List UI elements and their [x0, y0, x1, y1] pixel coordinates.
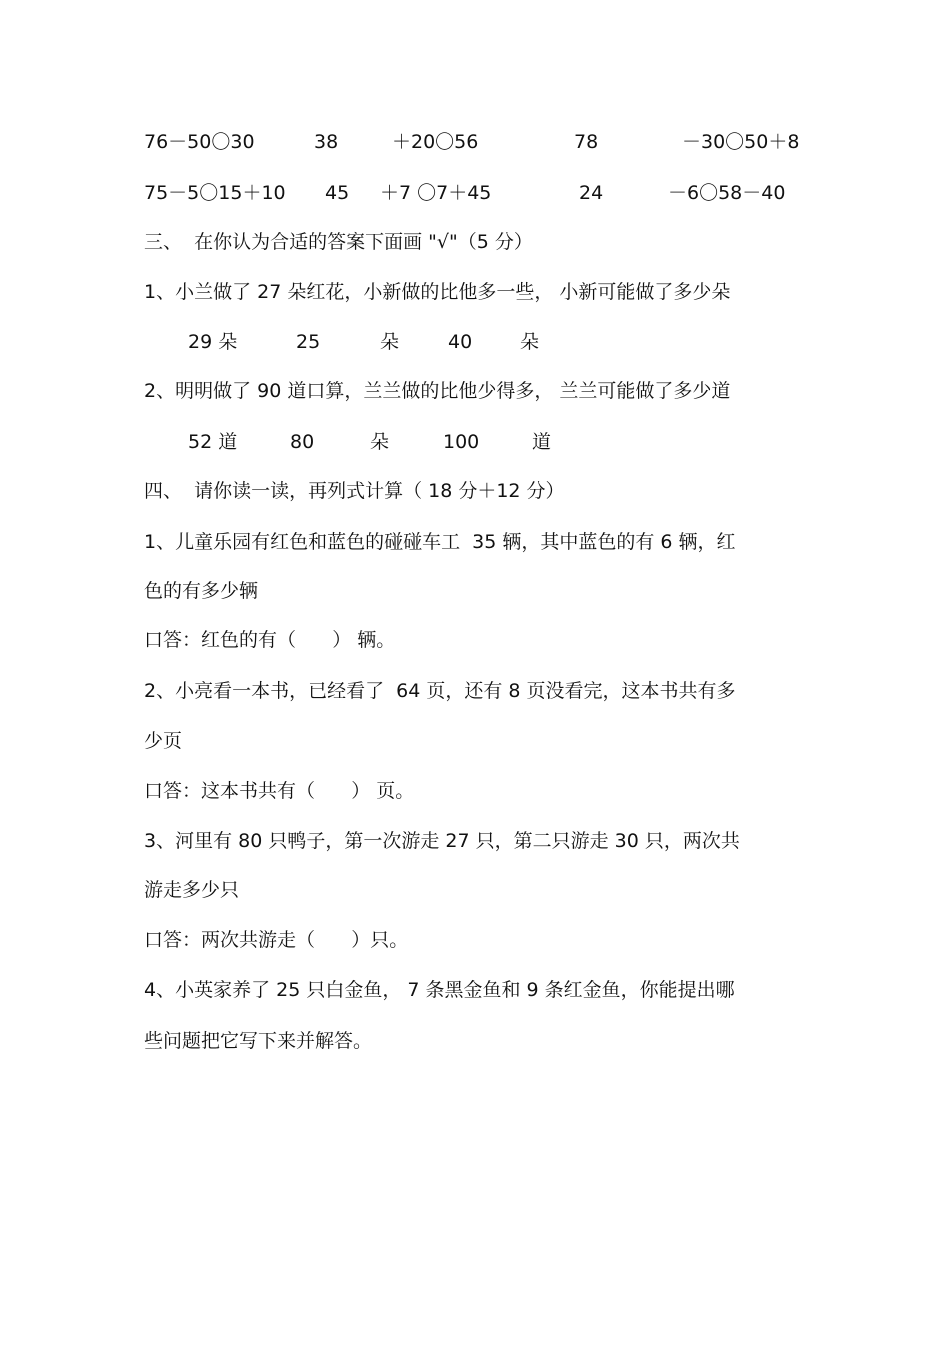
section3-question1: 1、小兰做了 27 朵红花，小新做的比他多一些， 小新可能做了多少朵: [144, 281, 731, 303]
problem3-answer: 口答：两次共游走（ ）只。: [144, 929, 409, 951]
compare-row1-item4: 78: [574, 131, 599, 153]
problem2-line1: 2、小亮看一本书，已经看了 64 页，还有 8 页没看完，这本书共有多: [144, 680, 736, 702]
q1-option3: 40: [448, 331, 473, 353]
q2-option1: 52 道: [188, 431, 238, 453]
problem1-line1: 1、儿童乐园有红色和蓝色的碰碰车工 35 辆，其中蓝色的有 6 辆，红: [144, 531, 736, 553]
q2-option2: 80: [290, 431, 315, 453]
q1-option2: 25: [296, 331, 321, 353]
section3-question2: 2、明明做了 90 道口算，兰兰做的比他少得多， 兰兰可能做了多少道: [144, 380, 731, 402]
problem3-line2: 游走多少只: [144, 879, 240, 901]
compare-row2-item2: 45: [325, 182, 350, 204]
problem4-line1: 4、小英家养了 25 只白金鱼， 7 条黑金鱼和 9 条红金鱼，你能提出哪: [144, 979, 735, 1001]
section3-heading: 三、 在你认为合适的答案下面画 "√"（5 分）: [144, 231, 533, 253]
q2-option2-unit: 朵: [370, 431, 390, 453]
compare-row2-item4: 24: [579, 182, 604, 204]
section4-heading: 四、 请你读一读，再列式计算（ 18 分＋12 分）: [144, 480, 565, 502]
compare-row2-item1: 75－5〇15＋10: [144, 182, 286, 204]
problem1-answer: 口答：红色的有（ ） 辆。: [144, 629, 396, 651]
problem2-answer: 口答：这本书共有（ ） 页。: [144, 780, 415, 802]
problem2-line2: 少页: [144, 730, 183, 752]
q1-option1: 29 朵: [188, 331, 238, 353]
problem1-line2: 色的有多少辆: [144, 580, 259, 602]
problem3-line1: 3、河里有 80 只鸭子，第一次游走 27 只，第二只游走 30 只，两次共: [144, 830, 740, 852]
compare-row2-item5: －6〇58－40: [668, 182, 786, 204]
compare-row1-item2: 38: [314, 131, 339, 153]
compare-row1-item1: 76－50〇30: [144, 131, 255, 153]
compare-row1-item5: －30〇50＋8: [682, 131, 800, 153]
q2-option3: 100: [443, 431, 480, 453]
q1-option3-unit: 朵: [520, 331, 540, 353]
compare-row2-item3: ＋7 〇7＋45: [380, 182, 492, 204]
problem4-line2: 些问题把它写下来并解答。: [144, 1030, 373, 1052]
compare-row1-item3: ＋20〇56: [392, 131, 479, 153]
q1-option2-unit: 朵: [380, 331, 400, 353]
q2-option3-unit: 道: [532, 431, 552, 453]
